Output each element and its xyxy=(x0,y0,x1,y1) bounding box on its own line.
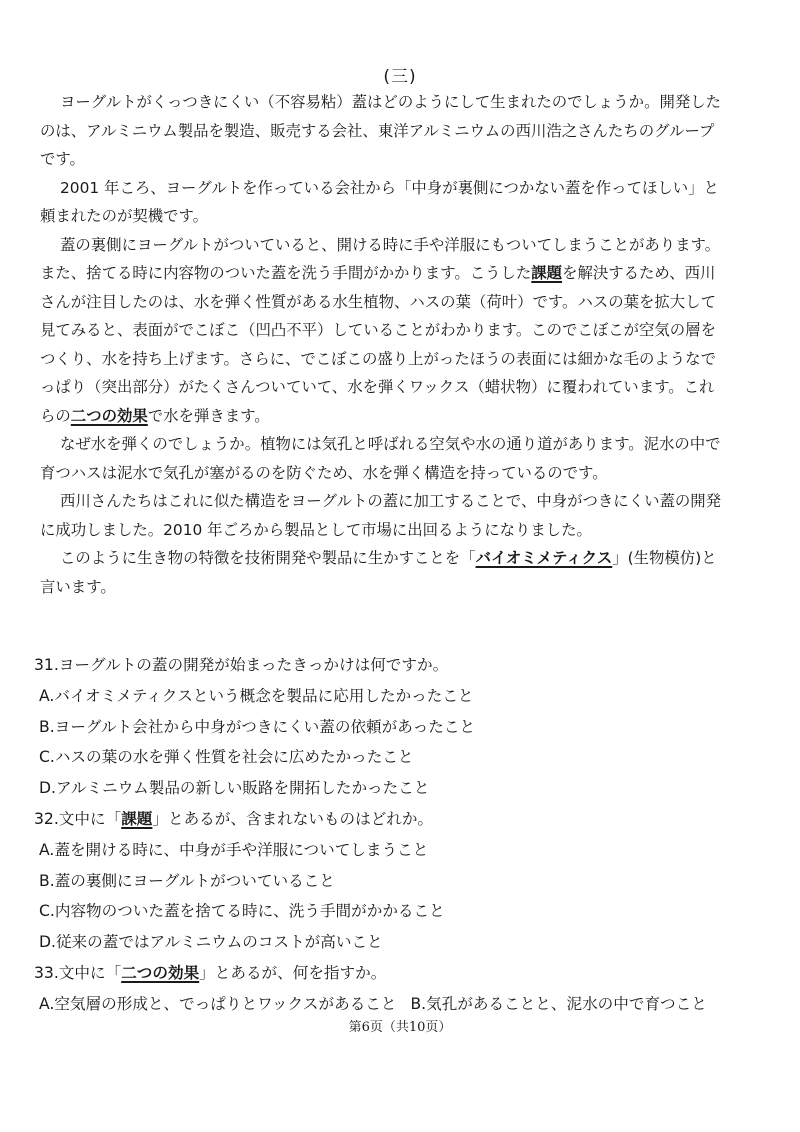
paragraph-4 xyxy=(40,430,776,487)
passage-line: 西川さんたちはこれに似た構造をヨーグルトの蓋に加工することで、中身がつきにくい蓋の開発 xyxy=(60,492,722,510)
paragraph-2 xyxy=(40,174,776,231)
paragraph-3 xyxy=(40,231,776,431)
option-a: A.バイオミメティクスという概念を製品に応用したかったこと xyxy=(39,686,474,705)
passage-line: 見てみると、表面がでこぼこ（凹凸不平）していることがわかります。このでこぼこが空気の層を xyxy=(40,321,716,339)
passage-line: のは、アルミニウム製品を製造、販売する会社、東洋アルミニウムの西川浩之さんたちのグループ xyxy=(40,121,715,140)
question-31 xyxy=(34,650,784,804)
passage-line: っぱり（突出部分）がたくさんついていて、水を弾くワックス（蜡状物）に覆われています。これ xyxy=(40,378,715,396)
keyword-kadai: 課題 xyxy=(531,264,563,282)
section-title: (三) xyxy=(383,67,417,87)
page-number: 第6页（共10页） xyxy=(348,1020,452,1035)
option-d: D.アルミニウム製品の新しい販路を開拓したかったこと xyxy=(39,779,430,798)
question-stem: 31.ヨーグルトの蓋の開発が始まったきっかけは何ですか。 xyxy=(34,656,449,674)
reading-passage xyxy=(40,88,776,601)
passage-line: 頼まれたのが契機です。 xyxy=(40,207,209,225)
passage-line: 蓋の裏側にヨーグルトがついていると、開ける時に手や洋服にもついてしまうことがあります。 xyxy=(60,235,721,254)
option-c: C.内容物のついた蓋を捨てる時に、洗う手間がかかること xyxy=(39,902,445,921)
option-b: B.蓋の裏側にヨーグルトがついていること xyxy=(39,871,335,890)
option-b: B.気孔があることと、泥水の中で育つこと xyxy=(410,994,707,1013)
stem-keyword: 二つの効果 xyxy=(121,963,200,982)
keyword-biomimetics: バイオミメティクス xyxy=(475,549,613,567)
passage-text: このように生き物の特徴を技術開発や製品に生かすことを「 xyxy=(60,549,476,567)
option-c: C.ハスの葉の水を弾く性質を社会に広めたかったこと xyxy=(39,748,414,767)
passage-text: 」(生物模仿)と xyxy=(612,549,717,567)
option-a: A.空気層の形成と、でっぱりとワックスがあること xyxy=(39,994,397,1013)
passage-line xyxy=(40,544,776,573)
question-33 xyxy=(34,958,784,1020)
stem-text: 」とあるが、何を指すか。 xyxy=(199,963,387,982)
passage-text: で水を弾きます。 xyxy=(147,406,270,425)
question-list xyxy=(34,650,784,1020)
passage-line: 育つハスは泥水で気孔が塞がるのを防ぐため、水を弾く構造を持っているのです。 xyxy=(40,463,608,482)
passage-line: ヨーグルトがくっつきにくい（不容易粘）蓋はどのようにして生まれたのでしょうか。開発した xyxy=(60,93,722,111)
question-stem xyxy=(34,958,784,989)
passage-line: 2001 年ころ、ヨーグルトを作っている会社から「中身が裏側につかない蓋を作ってほしい」と xyxy=(60,178,719,197)
option-d: D.従来の蓋ではアルミニウムのコストが高いこと xyxy=(39,933,383,952)
passage-line xyxy=(40,259,776,288)
question-stem xyxy=(34,804,784,835)
passage-line: なぜ水を弾くのでしょうか。植物には気孔と呼ばれる空気や水の通り道があります。泥水の中で xyxy=(60,435,721,453)
stem-text: 」とあるが、含まれないものはどれか。 xyxy=(152,809,434,828)
passage-line: です。 xyxy=(40,150,85,168)
paragraph-6 xyxy=(40,544,776,601)
passage-line: 言います。 xyxy=(40,577,116,596)
stem-text: 33.文中に「 xyxy=(34,963,122,982)
passage-text: らの xyxy=(40,406,71,425)
paragraph-1 xyxy=(40,88,776,174)
option-a: A.蓋を開ける時に、中身が手や洋服についてしまうこと xyxy=(39,840,429,859)
option-row xyxy=(34,989,784,1020)
option-b: B.ヨーグルト会社から中身がつきにくい蓋の依頼があったこと xyxy=(39,717,476,736)
passage-text: また、捨てる時に内容物のついた蓋を洗う手間がかかります。こうした xyxy=(40,264,532,282)
keyword-futatsu-no-kouka: 二つの効果 xyxy=(70,406,148,425)
passage-line: に成功しました。2010 年ごろから製品として市場に出回るようになりました。 xyxy=(40,520,592,539)
passage-line xyxy=(40,402,776,431)
question-32 xyxy=(34,804,784,958)
passage-line: さんが注目したのは、水を弾く性質がある水生植物、ハスの葉（荷叶）です。ハスの葉を拡大して xyxy=(40,292,716,311)
stem-keyword: 課題 xyxy=(121,809,153,828)
passage-line: つくり、水を持ち上げます。さらに、でこぼこの盛り上がったほうの表面には細かな毛のようなで xyxy=(40,349,716,368)
paragraph-5 xyxy=(40,487,776,544)
stem-text: 32.文中に「 xyxy=(34,809,122,828)
passage-text: を解決するため、西川 xyxy=(562,264,716,282)
